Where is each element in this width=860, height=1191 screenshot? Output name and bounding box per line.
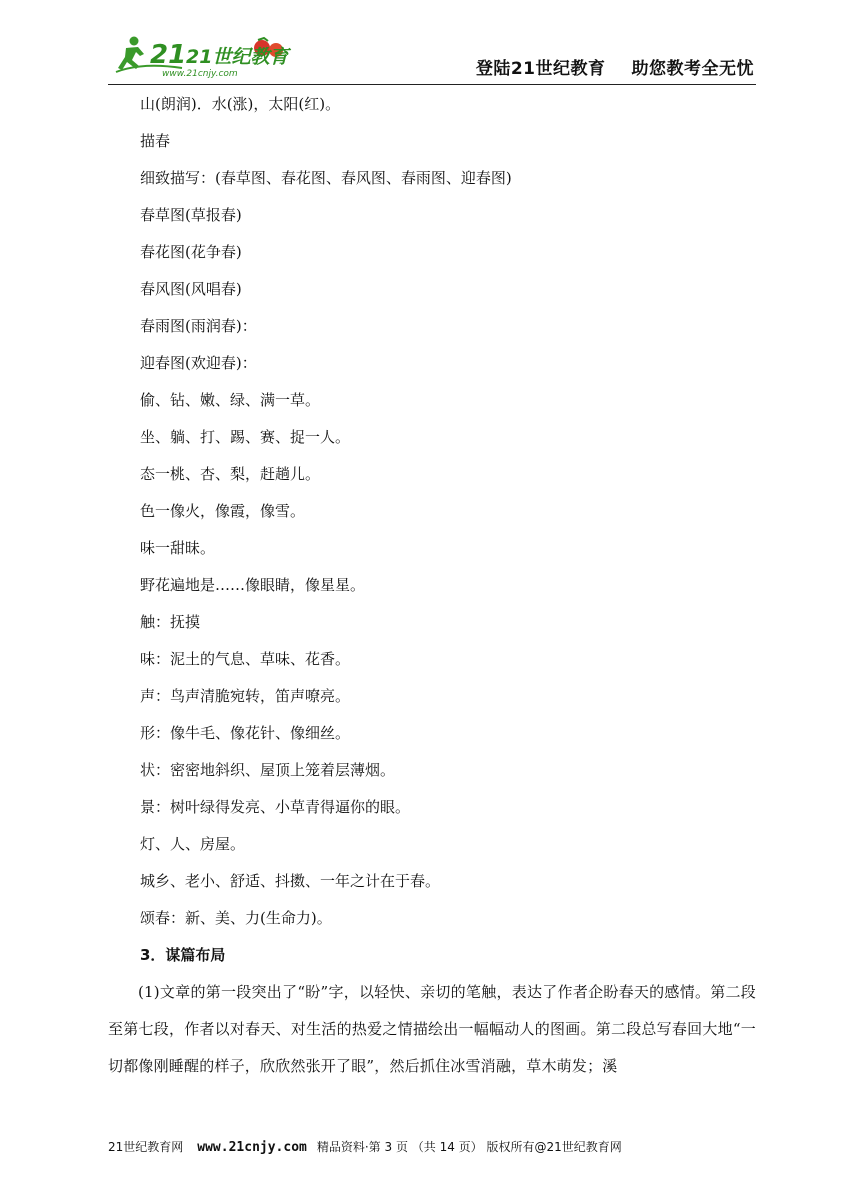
text-line: 味一甜昧。 (140, 539, 216, 557)
text-line: 形：像牛毛、像花针、像细丝。 (140, 724, 351, 742)
text-line: 灯、人、房屋。 (140, 835, 246, 853)
text-line: 描春 (140, 132, 171, 150)
footer-info: 精品资料·第 3 页 （共 14 页） 版权所有@21世纪教育网 (316, 1140, 622, 1154)
text-line: 触：抚摸 (140, 613, 201, 631)
text-line: 迎春图(欢迎春)： (140, 354, 257, 372)
text-line: 春雨图(雨润春)： (140, 317, 257, 335)
text-line: 城乡、老小、舒适、抖擞、一年之计在于春。 (140, 872, 441, 890)
text-line: 春风图(风唱春) (140, 280, 242, 298)
text-line: 声：鸟声清脆宛转，笛声嘹亮。 (140, 687, 351, 705)
section-heading: 3．谋篇布局 (140, 946, 226, 964)
logo-url: www.21cnjy.com (162, 69, 238, 79)
header-tagline (476, 54, 754, 79)
footer-site: 21世纪教育网 (108, 1140, 184, 1154)
svg-text:21: 21 (150, 40, 187, 70)
page-header (108, 28, 756, 85)
text-line: 野花遍地是……像眼睛，像星星。 (140, 576, 366, 594)
text-line: 偷、钻、嫩、绿、满一草。 (140, 391, 321, 409)
text-line: 态一桃、杏、梨，赶趟儿。 (140, 465, 321, 483)
text-line: 状：密密地斜织、屋顶上笼着层薄烟。 (140, 761, 396, 779)
header-slogan: 助您教考全无忧 (631, 59, 754, 79)
header-site-name: 登陆21世纪教育 (475, 59, 606, 79)
logo-text: 21世纪教育 (186, 46, 289, 68)
site-logo (112, 32, 312, 80)
body-paragraph: (1)文章的第一段突出了“盼”字，以轻快、亲切的笔触，表达了作者企盼春天的感情。第二段至第七段，作者以对春天、对生活的热爱之情描绘出一幅幅动人的图画。第二段总写春回大地“一切都像刚睡醒的样子，欣欣然张开了眼”，然后抓住冰雪消融，草木萌发；溪 (108, 983, 756, 1075)
text-line: 春草图(草报春) (140, 206, 242, 224)
text-line: 色一像火，像霞，像雪。 (140, 502, 306, 520)
text-line: 春花图(花争春) (140, 243, 242, 261)
text-line: 颂春：新、美、力(生命力)。 (140, 909, 332, 927)
footer-url: www.21cnjy.com (197, 1140, 307, 1155)
text-line: 坐、躺、打、踢、赛、捉一人。 (140, 428, 351, 446)
page-footer (108, 1138, 756, 1155)
text-line: 味：泥土的气息、草味、花香。 (140, 650, 351, 668)
text-line: 景：树叶绿得发亮、小草青得逼你的眼。 (140, 798, 411, 816)
text-line: 细致描写：(春草图、春花图、春风图、春雨图、迎春图) (140, 169, 512, 187)
text-line: 山(朗润)．水(涨)，太阳(红)。 (140, 95, 341, 113)
